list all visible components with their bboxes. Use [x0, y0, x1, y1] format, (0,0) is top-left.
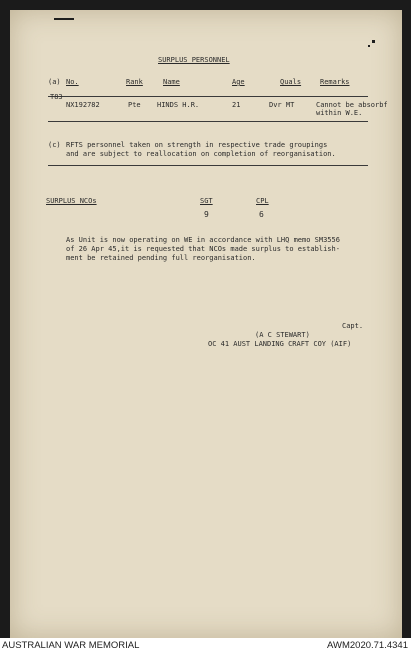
header-name: Name: [163, 78, 180, 86]
document-title: SURPLUS PERSONNEL: [158, 56, 230, 64]
footer-source: AUSTRALIAN WAR MEMORIAL: [2, 640, 140, 651]
row-name: HINDS H.R.: [157, 101, 200, 109]
note-marker: (c): [48, 141, 61, 149]
cpl-label: CPL: [256, 197, 269, 205]
row-code: T83: [50, 93, 63, 101]
paragraph-line-1: As Unit is now operating on WE in accordance with LHQ memo SM3556: [66, 236, 340, 244]
paragraph-line-2: of 26 Apr 45,it is requested that NCOs made surplus to establish-: [66, 245, 340, 253]
header-rank: Rank: [126, 78, 143, 86]
row-remarks-1: Cannot be absorbf: [316, 101, 388, 109]
note-line-1: RFTS personnel taken on strength in respective trade groupings: [66, 141, 328, 149]
header-no: No.: [66, 78, 79, 86]
ink-mark: [368, 45, 370, 47]
note-rule: [48, 165, 368, 166]
archive-footer: [0, 638, 411, 653]
note-line-2: and are subject to reallocation on completion of reorganisation.: [66, 150, 336, 158]
table-marker: (a): [48, 78, 61, 86]
nco-heading: SURPLUS NCOs: [46, 197, 97, 205]
footer-catalogue-id: AWM2020.71.4341: [327, 640, 408, 651]
row-rule: [48, 121, 368, 122]
row-rank: Pte: [128, 101, 141, 109]
row-no: NX192782: [66, 101, 100, 109]
header-quals: Quals: [280, 78, 302, 86]
cpl-value: 6: [259, 210, 264, 219]
row-age: 21: [232, 101, 241, 109]
ink-mark: [54, 18, 74, 20]
table-rule: [48, 96, 368, 97]
document-page: [10, 10, 402, 638]
signatory-unit: OC 41 AUST LANDING CRAFT COY (AIF): [208, 340, 352, 348]
header-age: Age: [232, 78, 245, 86]
sgt-label: SGT: [200, 197, 213, 205]
row-remarks-2: within W.E.: [316, 109, 363, 117]
sgt-value: 9: [204, 210, 209, 219]
row-quals: Dvr MT: [269, 101, 295, 109]
header-remarks: Remarks: [320, 78, 350, 86]
signatory-name: (A C STEWART): [255, 331, 310, 339]
signature-rank: Capt.: [342, 322, 364, 330]
paragraph-line-3: ment be retained pending full reorganisation.: [66, 254, 256, 262]
ink-mark: [372, 40, 375, 43]
